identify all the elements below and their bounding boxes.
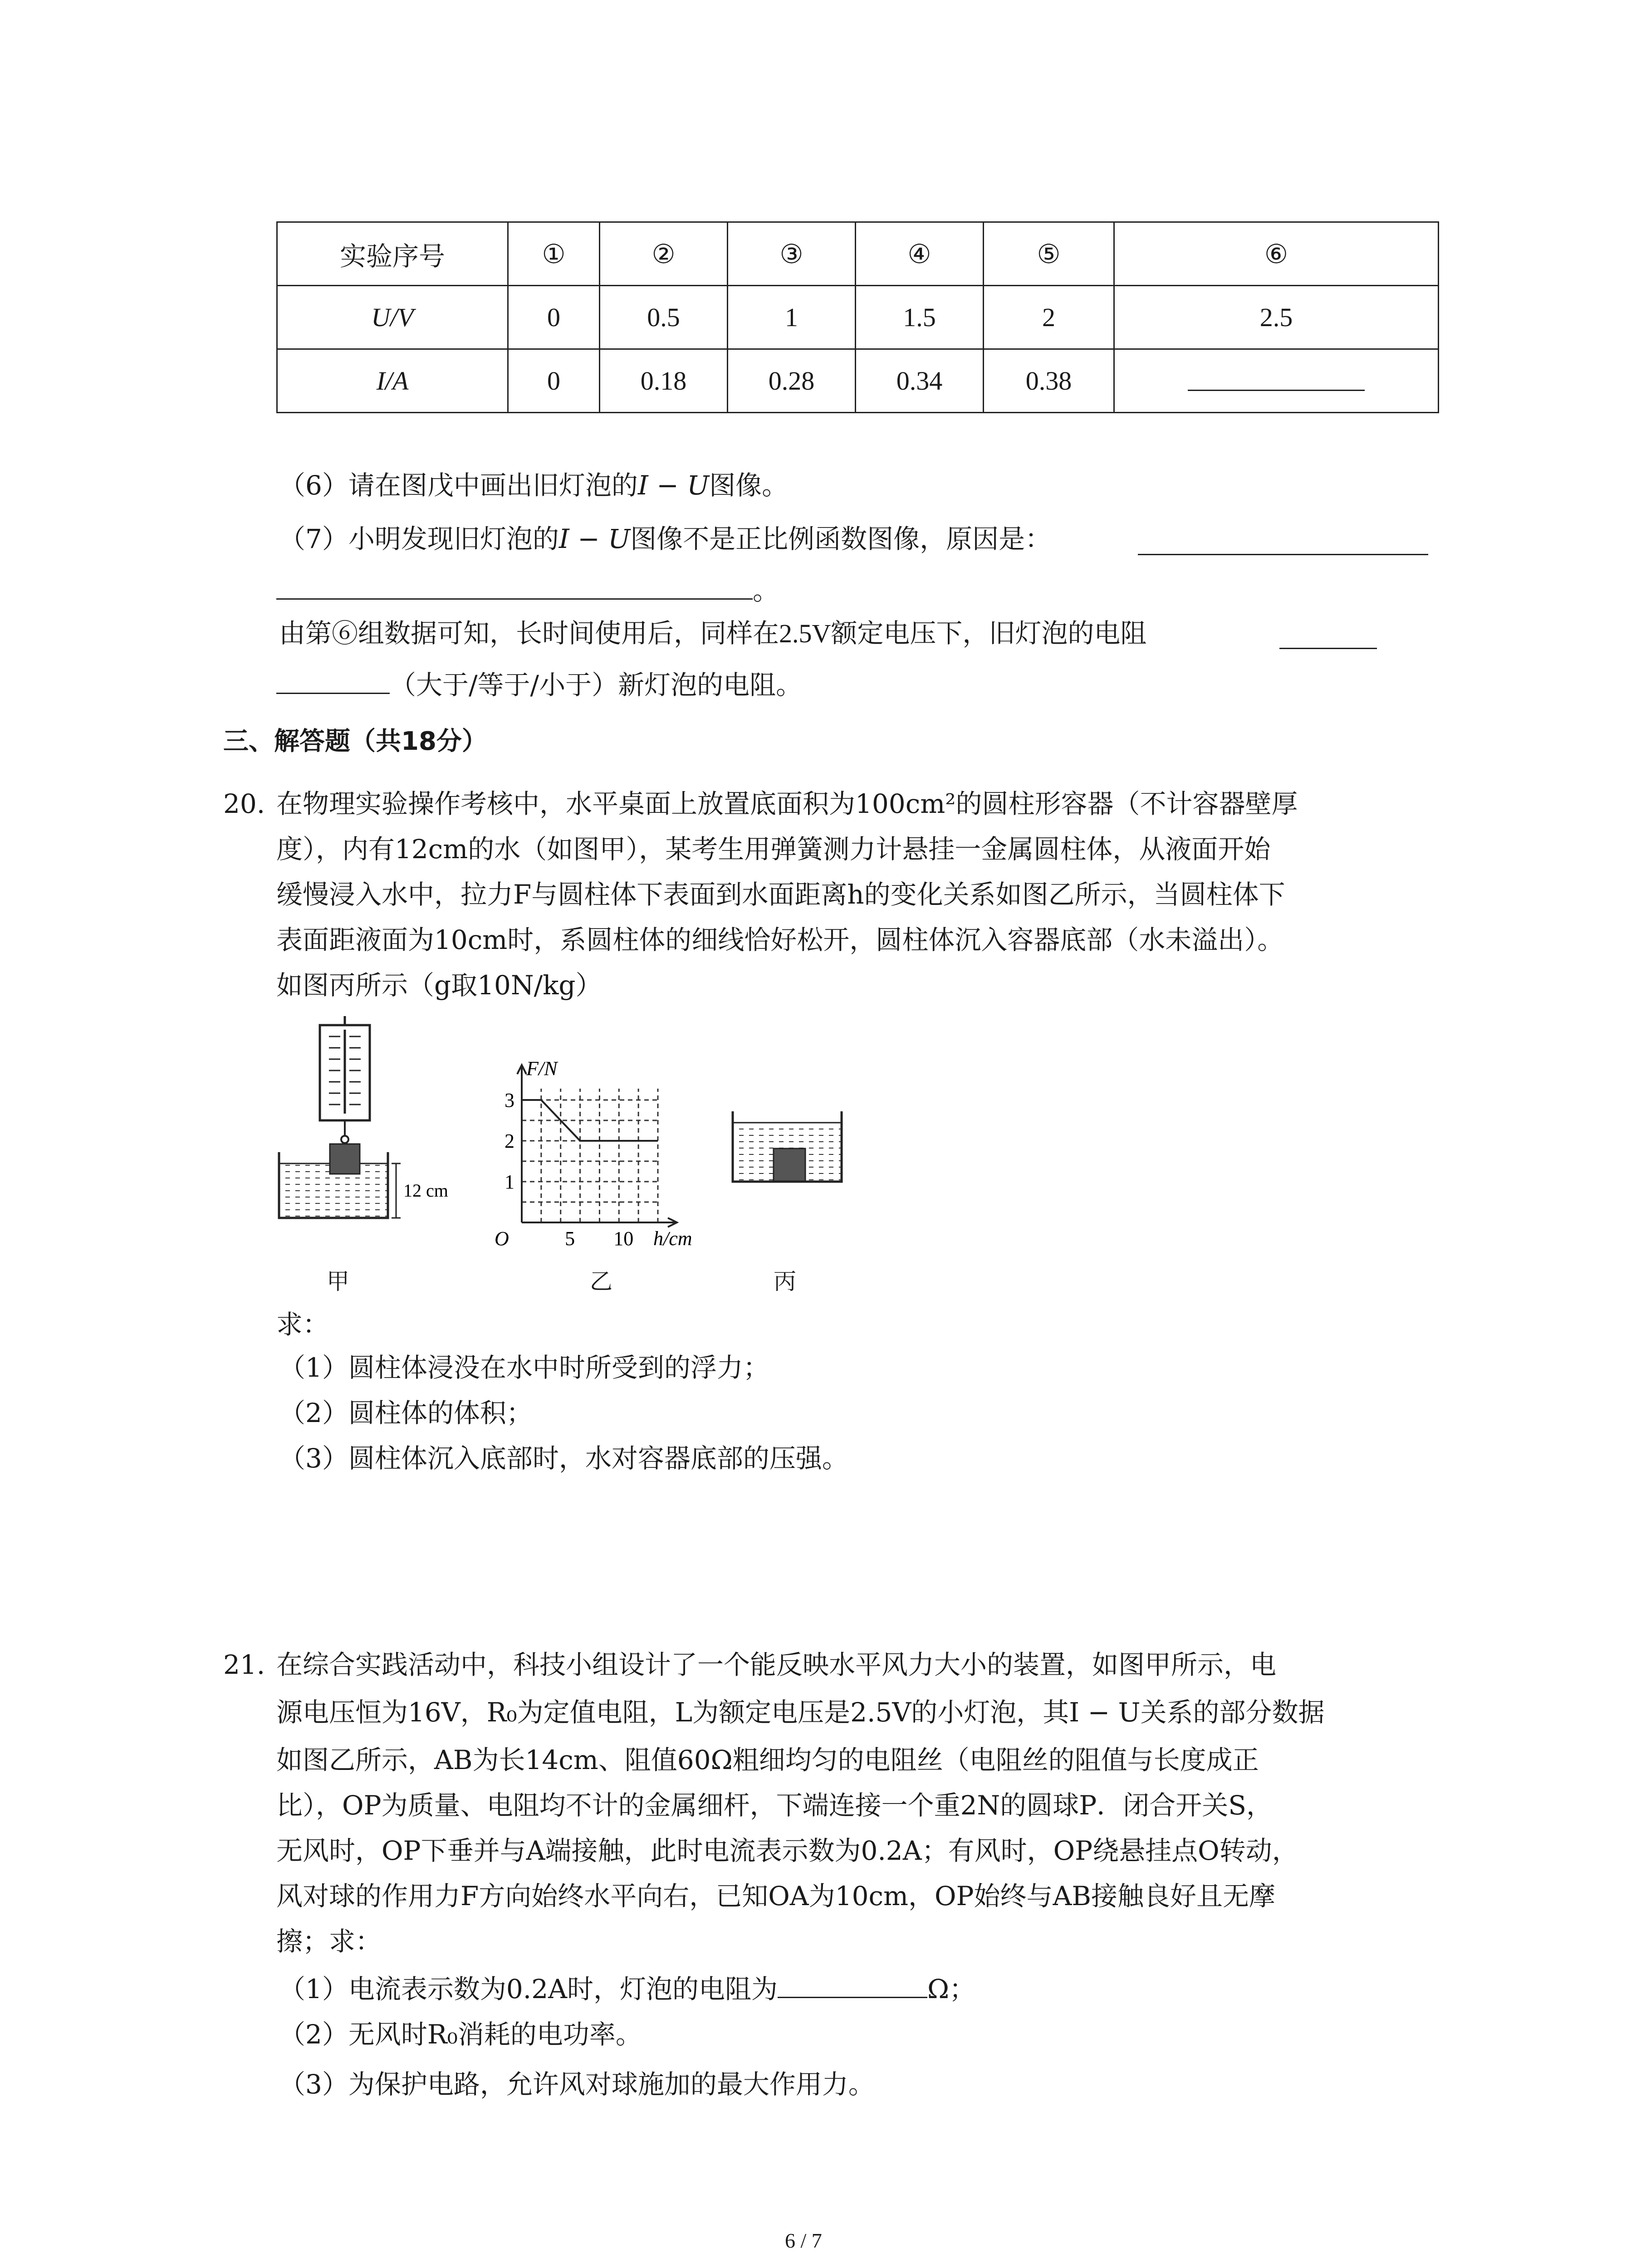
experiment-table: [276, 221, 1439, 413]
figure-label: 甲: [327, 1268, 349, 1295]
math: I − U: [558, 523, 631, 554]
table-cell: 实验序号: [277, 222, 508, 286]
text: 由第⑥组数据可知，长时间使用后，同样在: [279, 618, 779, 649]
q20-line: 表面距液面为10cm时，系圆柱体的细线恰好松开，圆柱体沉入容器底部（水未溢出）。: [276, 924, 1284, 955]
x-tick-label: 10: [613, 1227, 634, 1250]
math: 2.5V: [779, 619, 831, 648]
table-cell: 1: [728, 286, 856, 349]
y-tick-label: 3: [505, 1089, 514, 1111]
x-tick-label: 5: [565, 1227, 575, 1250]
answer-blank[interactable]: [1279, 622, 1377, 649]
q21-line: 在综合实践活动中，科技小组设计了一个能反映水平风力大小的装置，如图甲所示，电: [276, 1649, 1277, 1680]
q21-sub: （2）无风时R₀消耗的电功率。: [279, 2019, 642, 2050]
section-heading: 三、解答题（共18分）: [223, 727, 487, 756]
table-cell: 0.38: [984, 349, 1114, 413]
table-cell: ⑥: [1114, 222, 1439, 286]
answer-blank[interactable]: [1138, 528, 1428, 555]
q20-sub: （1）圆柱体浸没在水中时所受到的浮力；: [279, 1352, 769, 1383]
text: （7）小明发现旧灯泡的: [279, 523, 559, 554]
figure-yi-chart: [490, 1061, 708, 1261]
table-cell: 1.5: [856, 286, 984, 349]
math: I − U: [637, 470, 710, 501]
table-cell: ⑤: [984, 222, 1114, 286]
table-row: [277, 286, 1439, 349]
text: 。: [753, 575, 779, 606]
q20-line: 度），内有12cm的水（如图甲），某考生用弹簧测力计悬挂一金属圆柱体，从液面开始: [276, 834, 1271, 865]
q19-part6: [279, 467, 788, 503]
q20-number: 20.: [223, 788, 265, 819]
q20-ask: 求：: [276, 1309, 329, 1340]
table-cell: 0: [508, 286, 600, 349]
figure-label: 乙: [590, 1268, 612, 1295]
text: 图像。: [709, 470, 789, 501]
q19-part7-cont: [276, 572, 779, 609]
y-axis-label: F/N: [526, 1061, 558, 1080]
q20-line: 如图丙所示（g取10N/kg）: [276, 970, 602, 1001]
q21-number: 21.: [223, 1649, 265, 1680]
text: （大于/等于/小于）新灯泡的电阻。: [390, 670, 803, 700]
figure-label: 丙: [774, 1268, 796, 1295]
y-tick-label: 1: [505, 1171, 514, 1193]
table-cell: ④: [856, 222, 984, 286]
q20-sub: （2）圆柱体的体积；: [279, 1398, 533, 1428]
table-cell: 0.5: [600, 286, 728, 349]
table-row: [277, 222, 1439, 286]
q19-part8-cont: [276, 667, 802, 703]
q20-line: 在物理实验操作考核中，水平桌面上放置底面积为100cm²的圆柱形容器（不计容器壁厚: [276, 788, 1298, 819]
table-row: [277, 349, 1439, 413]
table-cell: ②: [600, 222, 728, 286]
answer-blank[interactable]: [276, 667, 390, 694]
q21-line: 风对球的作用力F方向始终水平向右，已知OA为10cm，OP始终与AB接触良好且无摩: [276, 1881, 1276, 1911]
answer-blank[interactable]: [778, 1971, 927, 1998]
x-axis-label: h/cm: [653, 1227, 692, 1250]
answer-blank[interactable]: [276, 573, 753, 600]
page-number: 6 / 7: [785, 2229, 822, 2252]
q19-part7: [279, 521, 1051, 557]
table-cell: I/A: [277, 349, 508, 413]
table-cell: 0.28: [728, 349, 856, 413]
text: 图像不是正比例函数图像，原因是：: [630, 523, 1052, 554]
q19-part8: [279, 615, 1146, 652]
q21-line: 擦；求：: [276, 1926, 382, 1957]
answer-blank-cell[interactable]: [1114, 349, 1439, 413]
table-cell: 0.18: [600, 349, 728, 413]
q21-sub1: [279, 1971, 975, 2007]
q20-line: 缓慢浸入水中，拉力F与圆柱体下表面到水面距离h的变化关系如图乙所示，当圆柱体下: [276, 879, 1285, 910]
q21-line: 无风时，OP下垂并与A端接触，此时电流表示数为0.2A；有风时，OP绕悬挂点O转动，: [276, 1835, 1298, 1866]
text: 额定电压下，旧灯泡的电阻: [831, 618, 1147, 649]
text: （1）电流表示数为0.2A时，灯泡的电阻为: [279, 1974, 778, 2004]
q21-line: 比），OP为质量、电阻均不计的金属细杆，下端连接一个重2N的圆球P．闭合开关S，: [276, 1790, 1273, 1821]
table-cell: 2.5: [1114, 286, 1439, 349]
figure-jia: [274, 1016, 465, 1270]
table-cell: U/V: [277, 286, 508, 349]
q20-sub: （3）圆柱体沉入底部时，水对容器底部的压强。: [279, 1443, 848, 1474]
table-cell: 0: [508, 349, 600, 413]
table-cell: ③: [728, 222, 856, 286]
text: Ω；: [927, 1974, 976, 2004]
q21-line: 源电压恒为16V，R₀为定值电阻，L为额定电压是2.5V的小灯泡，其I − U关系的部分数据: [276, 1697, 1325, 1728]
q21-sub: （3）为保护电路，允许风对球施加的最大作用力。: [279, 2069, 875, 2100]
text: （6）请在图戊中画出旧灯泡的: [279, 470, 638, 501]
origin-label: O: [495, 1227, 509, 1250]
table-cell: 0.34: [856, 349, 984, 413]
depth-label: 12 cm: [403, 1180, 448, 1201]
cylinder-icon: [774, 1149, 805, 1182]
cylinder-icon: [330, 1144, 360, 1174]
q21-line: 如图乙所示，AB为长14cm、阻值60Ω粗细均匀的电阻丝（电阻丝的阻值与长度成正: [276, 1745, 1259, 1775]
y-tick-label: 2: [505, 1130, 514, 1152]
table-cell: 2: [984, 286, 1114, 349]
figure-bing: [728, 1107, 855, 1243]
table-cell: ①: [508, 222, 600, 286]
